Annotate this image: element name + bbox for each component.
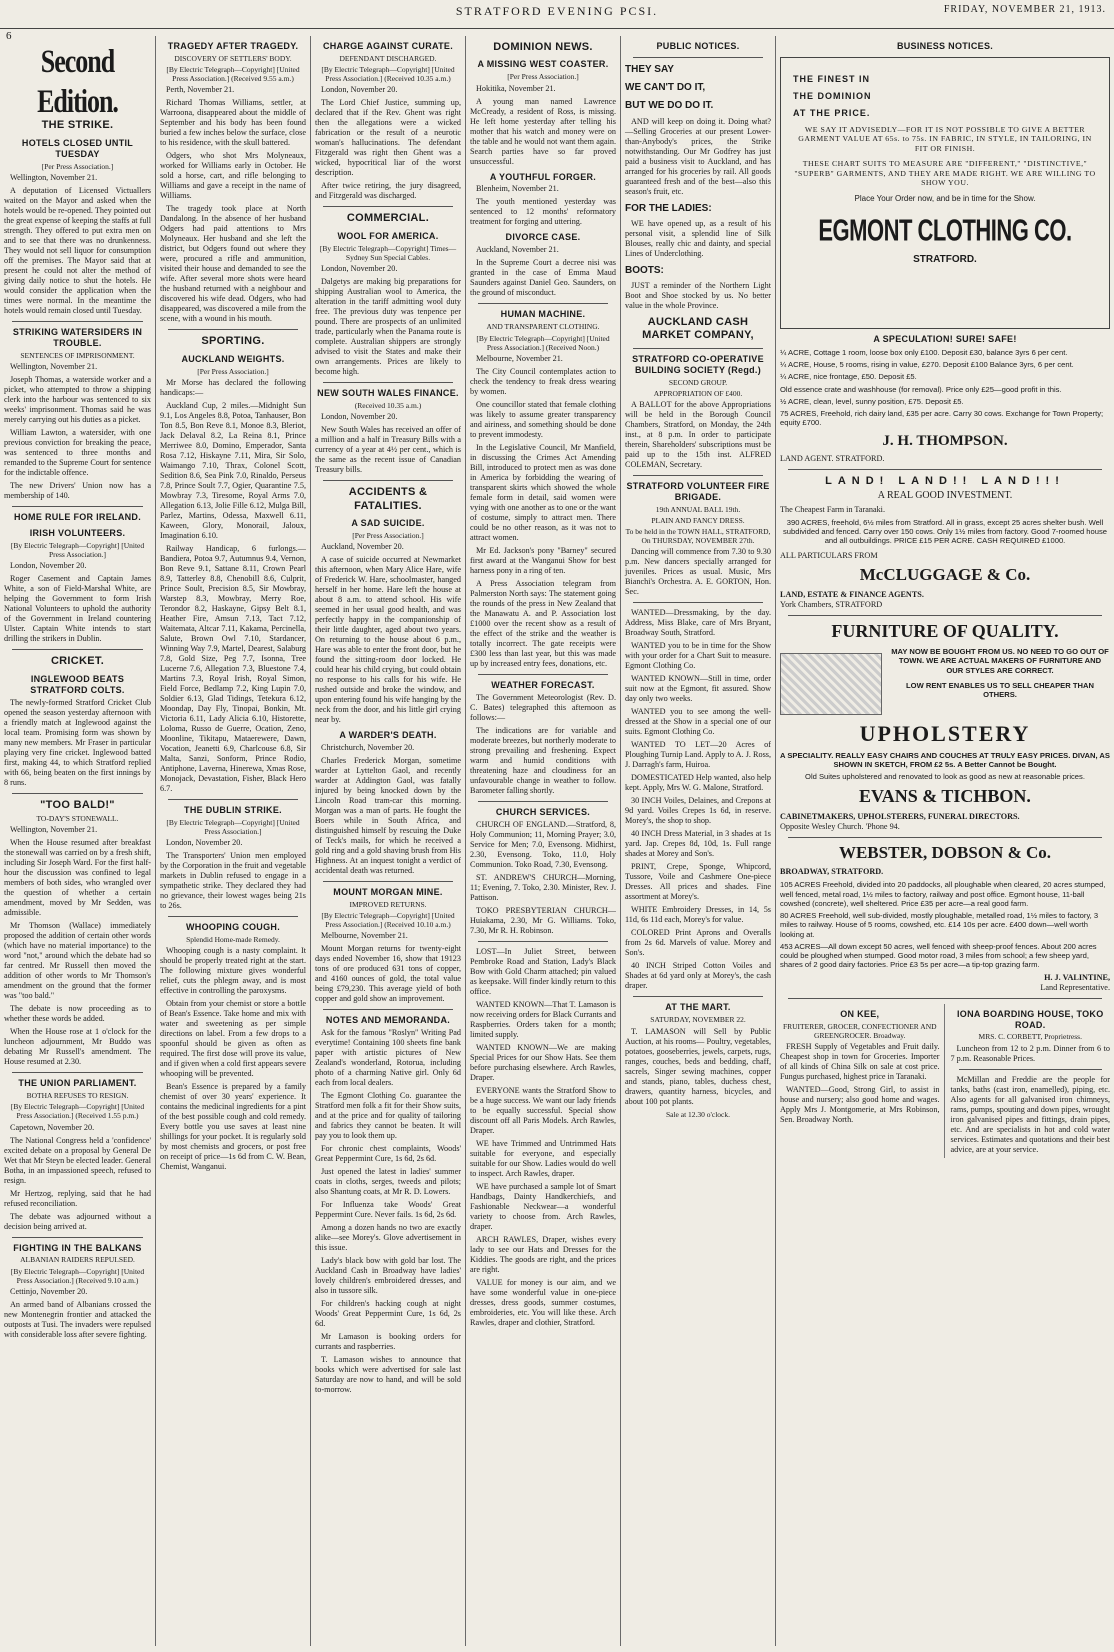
article-paragraph: Charles Frederick Morgan, sometime warder at Lyttelton Gaol, and recently warder at Addington Gaol, was fatally injured by being knocked down by the Lincoln Road tram-car this morning. Morgan was a man of parts. He fought the Boers while in South Africa, and distinguished himself by rescuing the Duke of Teck's mails, for which he received a gold ring and a gold shaving brush from His Highness. At an inquest tonight a verdict of accidental death was returned. xyxy=(315,756,461,876)
classified-ad: WANTED you to be in time for the Show with your order for a Chart Suit to measure. Egmont Clothing Co. xyxy=(625,641,771,671)
ad-paragraph: ALL PARTICULARS FROM xyxy=(780,551,878,561)
advertiser-name: IONA BOARDING HOUSE, TOKO ROAD. xyxy=(956,1008,1104,1030)
ad-paragraph: A SPECIALITY. REALLY EASY CHAIRS AND COUCHES AT TRULY EASY PRICES. DIVAN, AS SHOWN IN SKETCH, FROM £2 5s. A Better Cannot be Bought. xyxy=(780,750,1110,770)
source-line: [By Electric Telegraph—Copyright] [United Press Association.] (Received 1.55 p.m.) xyxy=(10,1102,145,1121)
divider xyxy=(12,321,143,322)
classified-ad: 30 INCH Voiles, Delaines, and Crepons at 9d yard. Voiles Crepes 1s 6d, in reserve. Morey's, the shop to shop. xyxy=(625,796,771,826)
divider xyxy=(12,793,143,794)
advertiser-sub: CABINETMAKERS, UPHOLSTERERS, FUNERAL DIRECTORS. xyxy=(780,811,1020,821)
classified-ad: COLORED Print Aprons and Overalls from 2s 6d. Marvels of value. Morey and Son's. xyxy=(625,928,771,958)
headline: SPORTING. xyxy=(201,335,265,348)
advertiser-sub: Land Representative. xyxy=(1040,982,1110,992)
article-paragraph: Whooping cough is a nasty complaint. It should be properly treated right at the start. The following mixture gives wonderful relief, cuts the phlegm away, and is most effective in controlling the paroxysms. xyxy=(160,946,306,996)
headline: NEW SOUTH WALES FINANCE. xyxy=(317,388,459,399)
advertiser-name: WEBSTER, DOBSON & Co. xyxy=(838,842,1052,862)
notice-sub: SATURDAY, NOVEMBER 22. xyxy=(650,1015,746,1025)
article-paragraph: Auckland Cup, 2 miles.—Midnight Sun 9.1, Los Angeles 8.8, Potoa, Tanhauser, Bon Ton 8.5, Bon Reve 8.1, Monoe 8.3, Bleriot, Jack Delaval 8.2, La Reina 8.1, Prince Merriwee 8.0, Domino, Emperador, Santa Rosa 7.12, Hiskayne 7.11, Mira, Sir Solo, Waimango 7.10, Thrax, Colonel Scott, Sedition 8.6, Sea Pink 7.0, Rinaldo, Perseus 7.8, Prince Soult 7.7, Ogier, Quarantine 7.5, Mowbray 7.3, Tiresome, Royal Arms 7.0, Allegation 6.13, Jolie Fille 6.12, Mulga Bill, Parlez, Martins, Odessa, Maxwell 6.11, Kaween, Glory, Monorail, Jaloux, Imagination 6.10. xyxy=(160,400,306,540)
ad-paragraph: WE SAY IT ADVISEDLY—FOR IT IS NOT POSSIBLE TO GIVE A BETTER GARMENT VALUE AT 65s. to 75s. IN FABRIC, IN STYLE, IN TAILORING, IN FIT OR FINISH. xyxy=(798,124,1092,153)
source-line: [By Electric Telegraph—Copyright] [United Press Association.] xyxy=(10,540,145,560)
headline: CHARGE AGAINST CURATE. xyxy=(322,41,454,51)
subheadline: TO-DAY'S STONEWALL. xyxy=(36,813,119,823)
divider xyxy=(478,941,608,942)
ad-paragraph: Luncheon from 12 to 2 p.m. Dinner from 6 to 7 p.m. Reasonable Prices. xyxy=(950,1043,1110,1063)
classified-ad: DOMESTICATED Help wanted, also help kept. Apply, Mrs W. G. Malone, Stratford. xyxy=(625,773,771,793)
article-paragraph: A case of suicide occurred at Newmarket this afternoon, when Mary Alice Hare, wife of Frederick W. Hare, schoolmaster, hanged herself in her home. Hare left the house at about 8 a.m. to attend school. His wife seemed in her usual good health, and was perfectly happy in the companionship of their little daughter, aged about two years. On returning to the house about 6 p.m., Hare was able to enter the front door, but he found the sitting-room door locked. He could hear his child crying, but could obtain no response to his calls for his wife. He rushed outside and broke the window, and upon entering found his wife hanging by the neck from the door, and his little girl crying near by. xyxy=(315,555,461,725)
article-paragraph: Mount Morgan returns for twenty-eight days ended November 16, show that 19123 tons of ore produced 631 tons of copper, and 4160 ounces of gold, the total value being £79,230. This average yield of both copper and gold show an improvement. xyxy=(315,944,461,1004)
article-paragraph: New South Wales has received an offer of a million and a half in Treasury Bills with a currency of a year at 4½ per cent., which is the same as the recent issue of Canadian Treasury bills. xyxy=(315,425,461,475)
classified-ad: WANTED KNOWN—We are making Special Prices for our Show Hats. See them before purchasing elsewhere. Arch Rawles, Draper. xyxy=(470,1042,616,1082)
article-paragraph: Richard Thomas Williams, settler, at Warroona, disappeared about the middle of September and his body has been found buried a few inches below the surface, close to his residence, with the skull battered. xyxy=(160,98,306,148)
newspaper-title: STRATFORD EVENING PCSI. xyxy=(455,4,659,18)
article-paragraph: Mr Lamason is booking orders for currants and raspberries. xyxy=(315,1332,461,1352)
headline: THE DUBLIN STRIKE. xyxy=(184,804,282,815)
headline: CRICKET. xyxy=(50,655,105,668)
iona-ad xyxy=(951,1004,1111,1158)
notice-heading: AT THE MART. xyxy=(665,1002,731,1013)
subheadline: Splendid Home-made Remedy. xyxy=(186,935,280,945)
advertiser-name: J. H. THOMPSON. xyxy=(882,432,1008,449)
article-paragraph: The indications are for variable and moderate breezes, but northerly moderate to strong prevailing and freshening. Expect warm and humid conditions with threatening haze and cloudiness for an unfavourable change in weather to follow. Barometer falling shortly. xyxy=(470,725,616,795)
divider xyxy=(12,1237,143,1238)
classified-ad: VALUE for money is our aim, and we have some wonderful value in one-piece dresses, dress goods, summer costumes, embroideries, etc. You will like these. Arch Rawles, draper and clothier, Stratford. xyxy=(470,1277,616,1327)
notice-sub: Sale at 12.30 o'clock. xyxy=(665,1109,731,1119)
article-paragraph: The Government Meteorologist (Rev. D. C. Bates) telegraphed this afternoon as follows:— xyxy=(470,692,616,722)
subheadline: IMPROVED RETURNS. xyxy=(349,900,427,910)
article-paragraph: In the Supreme Court a decree nisi was granted in the case of Emma Maud Saunders against Daniel Geo. Saunders, on the ground of misconduct. xyxy=(470,258,616,298)
listing: ½ ACRE, clean, level, sunny position, £75. Deposit £5. xyxy=(780,396,964,406)
source-line: [Per Press Association.] xyxy=(197,366,269,376)
subheadline: A YOUTHFUL FORGER. xyxy=(489,171,597,182)
article-paragraph: Odgers, who shot Mrs Molyneaux, worked for Williams early in October. He sold a horse, cart, and rifle belonging to Williams and gave a receipt in the name of Williams. xyxy=(160,151,306,201)
bottom-ads-row xyxy=(780,1004,1110,1158)
article-paragraph: Obtain from your chemist or store a bottle of Bean's Essence. Take home and mix with water and sweetening as per simple directions on label. From a few drops to a spoonful should be given as often as required. The first dose will prove its value, and if given when a cold first appears severe whooping will be prevented. xyxy=(160,999,306,1079)
article-paragraph: The youth mentioned yesterday was sentenced to 12 months' reformatory treatment for forging and uttering. xyxy=(470,197,616,227)
article-paragraph: For Influenza take Woods' Great Peppermint Cure. Never fails. 1s 6d, 2s 6d. xyxy=(315,1200,461,1220)
subheadline: WOOL FOR AMERICA. xyxy=(337,230,439,241)
headline: WEATHER FORECAST. xyxy=(491,679,595,690)
divider xyxy=(323,881,453,882)
article-paragraph: When the House rose at 1 o'clock for the luncheon adjournment, Mr Buddo was debating Mr Russell's amendment. The House resumed at 2.30. xyxy=(4,1027,151,1067)
article-paragraph: For children's hacking cough at night Woods' Great Peppermint Cure, 1s 6d, 2s 6d. xyxy=(315,1299,461,1329)
notice-heading: STRATFORD CO-OPERATIVE BUILDING SOCIETY (Regd.) xyxy=(632,353,764,375)
notice-sub: SECOND GROUP. xyxy=(668,377,728,387)
source-line: [Per Press Association.] xyxy=(352,530,424,540)
article-paragraph: In the Legislative Council, Mr Manfield, in discussing the Crimes Act Amending Bill, introduced to protect men as was done in America by forbidding the wearing of transparent skirts which showed the whole female form in detail, said women were vying with one another as to one or the want of costume, simply to attract men. There could be no other reason, as it was not to attract women. xyxy=(470,442,616,542)
ad-paragraph: MAY NOW BE BOUGHT FROM US. NO NEED TO GO OUT OF TOWN. WE ARE ACTUAL MAKERS OF FURNITURE AND OUR STYLES ARE CORRECT. xyxy=(891,647,1109,675)
dateline: Melbourne, November 21. xyxy=(321,931,408,941)
on-kee-ad xyxy=(780,1004,945,1158)
advertiser-name: EGMONT CLOTHING CO. xyxy=(818,212,1072,248)
headline: WHOOPING COUGH. xyxy=(186,922,280,933)
article-paragraph: The National Congress held a 'confidence' excited debate on a proposal by General De Wet that Mr Steyn be elected leader. General Botha, in an impassioned speech, refused to resign. xyxy=(4,1135,151,1185)
classified-ad: ARCH RAWLES, Draper, wishes every lady to see our Hats and Dresses for the Kiddies. The goods are right, and the prices are right. xyxy=(470,1234,616,1274)
classified-ad: WANTED—Good, Strong Girl, to assist in house and nursery; also good home and wages. Apply Mrs J. Montgomerie, at Mrs Robinson, Sen. Broadway North. xyxy=(780,1084,940,1124)
ad-slogan: THE DOMINION xyxy=(793,90,872,101)
advertiser-name: H. J. VALINTINE, xyxy=(1044,972,1110,982)
subheadline: AUCKLAND WEIGHTS. xyxy=(181,353,285,364)
article-paragraph: Mr Thomson (Wallace) immediately proposed the addition of certain other words (which have no material importance) to the word "not," around which the debate had so far centred. Mr Russell then moved the addition of other words to Mr Thomson's amendment on the ground that the former was "too bald." xyxy=(4,921,151,1001)
article-paragraph: Joseph Thomas, a waterside worker and a picket, who attempted to throw a shipping clerk into the harbour was sentenced to six weeks' imprisonment. Thomas said he was merely carrying out his duties as a picket. xyxy=(4,375,151,424)
dateline: London, November 20. xyxy=(166,838,243,848)
article-paragraph: The Transporters' Union men employed by the Corporation in the fruit and vegetable markets in Dublin refused to engage in a sympathetic strike. They declared they had no grievance, their lowest wages being 21s to 26s. xyxy=(160,851,306,911)
headline: NOTES AND MEMORANDA. xyxy=(325,1015,451,1026)
listing: 75 ACRES, Freehold, rich dairy land, £35 per acre. Carry 30 cows. Exchange for Town Property; equity £700. xyxy=(780,409,1104,428)
article-paragraph: A Press Association telegram from Palmerston North says: The statement going the rounds of the press in New Zealand that the Manawatu A. and P. Association lost £1000 over the recent show as a result of the effect of the strike and the weather is totally incorrect. The gate receipts were £300 less than last year, but this was made up by increased entry fees, donations, etc. xyxy=(470,578,616,668)
dateline: Wellington, November 21. xyxy=(10,172,98,182)
ad-heading: LAND! LAND!! LAND!!! xyxy=(825,474,1065,487)
classified-ad: LOST—In Juliet Street, between Pembroke Road and Station, Lady's Black Bow with Gold Charm attached; pin valued as keepsake. Will finder kindly return to this office. xyxy=(470,946,616,996)
divider xyxy=(788,998,1102,999)
headline: CHURCH SERVICES. xyxy=(495,806,591,817)
headline: HOTELS CLOSED UNTIL TUESDAY xyxy=(21,137,134,159)
dateline: Christchurch, November 20. xyxy=(321,743,415,753)
article-paragraph: Mr Ed. Jackson's pony "Barney" secured first award at the Wanganui Show for best harness pony in a ring of ten. xyxy=(470,545,616,575)
article-paragraph: The tragedy took place at North Dandalong. In the absence of her husband Odgers had paid attentions to Mrs Molyneaux. Her husband and she left the district, but Odgers found out where they were, procured a rifle and ammunition, visited their house and demanded to see the wife. After several more shots were heard the husband returned with a neighbour and discovered his wife dead. Odgers, who had disappeared, was discovered a mile from the scene, with a wound in his mouth. xyxy=(160,204,306,324)
masthead xyxy=(0,0,1114,42)
notice-sub: PLAIN AND FANCY DRESS. xyxy=(651,516,745,526)
divider xyxy=(788,615,1102,616)
ad-paragraph: 390 ACRES, freehold, 6½ miles from Stratford. All in grass, except 25 acres shelter bush. Well subdivided and fenced. Carry over 150 cows. Only 1½ miles from factory. Good 7-roomed house and all outbuildings. PRICE £15 PER ACRE. CASH REQUIRED £1000. xyxy=(782,517,1108,546)
dateline: London, November 20. xyxy=(10,561,87,571)
ad-heading: FOR THE LADIES: xyxy=(625,202,712,214)
section-header: PUBLIC NOTICES. xyxy=(656,41,740,51)
article-paragraph: For chronic chest complaints, Woods' Great Peppermint Cure, 1s 6d, 2s 6d. xyxy=(315,1144,461,1164)
divider xyxy=(478,674,608,675)
article-paragraph: A deputation of Licensed Victuallers waited on the Mayor and asked when the hotels would be re-opened. They pointed out the great expense of keeping the staffs at full strength. They offered to put extra men on and to see that there was no drunkenness. They would not sell liquor for consumption off the premises. The Mayor said that at present he could not alter the method of giving daily notice to shut the hotels. He would consider the application when the times were normal. In the meantime the hotels would remain closed until Tuesday. xyxy=(4,185,151,315)
dateline: Wellington, November 21. xyxy=(10,362,98,371)
divider xyxy=(478,303,608,304)
divider xyxy=(168,916,298,917)
issue-date: FRIDAY, NOVEMBER 21, 1913. xyxy=(943,4,1106,15)
subheadline: BOTHA REFUSES TO RESIGN. xyxy=(26,1091,129,1101)
listing: 80 ACRES Freehold, well sub-divided, mostly ploughable, metalled road, 1½ miles to factory, 3 miles to railway. House of 5 rooms, cowshed, etc. £14 10s per acre. £400 down—well worth looking at. xyxy=(780,911,1099,939)
ad-heading: UPHOLSTERY xyxy=(859,721,1031,747)
article-paragraph: Mr Hertzog, replying, said that he had refused reconciliation. xyxy=(4,1188,151,1208)
ad-subheading: The Cheapest Farm in Taranaki. xyxy=(780,504,885,514)
egmont-clothing-ad xyxy=(780,57,1110,329)
classified-ad: WANTED TO LET—20 Acres of Ploughing Turnip Land. Apply to A. J. Ross, J. Darragh's farm, Huiroa. xyxy=(625,740,771,770)
dateline: Blenheim, November 21. xyxy=(476,184,559,194)
headline: "TOO BALD!" xyxy=(40,798,115,811)
advertiser-sub: MRS. C. CORBETT, Proprietress. xyxy=(978,1032,1082,1042)
source-line: [By Electric Telegraph—Copyright] [United Press Association.] (Received Noon.) xyxy=(476,333,610,352)
notice-paragraph: TOKO PRESBYTERIAN CHURCH—Huiakama, 2.30, Mr G. Williams. Toko, 7.30, Mr R. H. Robinson. xyxy=(470,905,616,935)
subheadline: DEFENDANT DISCHARGED. xyxy=(339,53,437,63)
headline: FIGHTING IN THE BALKANS xyxy=(13,1242,142,1253)
divider xyxy=(633,475,763,476)
classified-ad: WANTED KNOWN—That T. Lamason is now receiving orders for Black Currants and Raspberries. Orders taken for a month; limited supply. xyxy=(470,999,616,1039)
headline: HUMAN MACHINE. xyxy=(500,309,586,320)
divider xyxy=(633,602,763,603)
dateline: Auckland, November 20. xyxy=(321,542,404,552)
notice-paragraph: ST. ANDREW'S CHURCH—Morning, 11; Evening, 7. Toko, 2.30. Minister, Rev. J. Pattison. xyxy=(470,872,616,902)
article-paragraph: The City Council contemplates action to check the tendency to freak dress wearing by women. xyxy=(470,366,616,396)
notice-paragraph: CHURCH OF ENGLAND.—Stratford, 8, Holy Communion; 11, Morning Prayer; 3.0, Service for Men; 7.0, Evensong. Midhirst, 2.30, Evensong. Toko, 11.0, Holy Communion. Toko Road, 7.30, Evensong. xyxy=(470,819,616,869)
divider xyxy=(323,1009,453,1010)
section-header: BUSINESS NOTICES. xyxy=(896,41,994,51)
ad-slogan: AT THE PRICE. xyxy=(793,107,871,118)
source-line: [By Electric Telegraph—Copyright] [United Press Association.] (Received 10.35 a.m.) xyxy=(321,65,455,84)
divider xyxy=(168,329,298,330)
source-line: [By Electric Telegraph—Copyright] [United Press Association.] (Received 9.55 a.m.) xyxy=(166,65,300,84)
classified-ad: EVERYONE wants the Stratford Show to be a huge success. We want our lady friends to be equally successful. Special show discount off all Paris Models. Arch Rawles, Draper. xyxy=(470,1085,616,1135)
listing: 453 ACRES—All down except 50 acres, well fenced with sheep-proof fences. About 200 acres could be ploughed when stumped. Good motor road, 3 miles from school; a few sheep yard, shares of 2 good dairy factories. Price £3 5s per acre—a tip-top grazing farm. xyxy=(780,941,1097,970)
dateline: Capetown, November 20. xyxy=(10,1122,95,1132)
ad-slogan: THE FINEST IN xyxy=(793,73,871,84)
classified-ad: WE have Trimmed and Untrimmed Hats suitable for everyone, and especially suitable for our Show. Ladies would do well to inspect. Arch Rawles, draper. xyxy=(470,1138,616,1178)
headline: MOUNT MORGAN MINE. xyxy=(333,887,443,898)
headline: ACCIDENTS & FATALITIES. xyxy=(348,486,428,512)
dateline: London, November 20. xyxy=(321,85,398,95)
divider xyxy=(788,837,1102,838)
subheadline: A WARDER'S DEATH. xyxy=(339,730,437,741)
column-5 xyxy=(621,36,776,1646)
divider xyxy=(323,480,453,481)
notice-paragraph: A BALLOT for the above Appropriations will be held in the Borough Council Chambers, Stratford, on Monday, the 24th inst., at 8 p.m. In order to participate therein, Shareholders' subscriptions must be paid up to the 15th inst. ALFRED COLEMAN, Secretary. xyxy=(625,399,771,469)
headline: STRIKING WATERSIDERS IN TROUBLE. xyxy=(12,326,143,348)
notice-sub: To be held in the TOWN HALL, STRATFORD, On THURSDAY, NOVEMBER 27th. xyxy=(625,527,771,546)
column-3 xyxy=(311,36,466,1646)
notice-sub: APPROPRIATION OF £400. xyxy=(653,388,743,398)
ad-paragraph: Old Suites upholstered and renovated to look as good as new at reasonable prices. xyxy=(805,772,1085,782)
ad-paragraph: Place Your Order now, and be in time for the Show. xyxy=(854,193,1036,203)
ad-slogan: THEY SAY xyxy=(625,63,674,75)
article-paragraph: T. Lamason wishes to announce that books which were advertised for sale last Saturday are now to hand, and will be sold to-morrow. xyxy=(315,1355,461,1395)
article-paragraph: An armed band of Albanians crossed the new Montenegrin frontier and attacked the outposts at Tusi. The invaders were repulsed with considerable loss after severe fighting. xyxy=(4,1299,151,1339)
listing: 105 ACRES Freehold, divided into 20 paddocks, all ploughable when cleared, 20 acres stumped, well fenced, metal road, 1½ miles to factory, railway and post office. Egmont house, 11-ball cowshed (concrete), well sheltered. Price £35 per acre—a real good farm. xyxy=(780,880,1106,908)
ad-subheading: A REAL GOOD INVESTMENT. xyxy=(877,490,1013,502)
classified-ad: 40 INCH Dress Material, in 3 shades at 1s yard. Jap. Crepes 8d, 10d, 1s. Full range shades at Morey and Son's. xyxy=(625,829,771,859)
divider xyxy=(168,799,298,800)
column-6-business xyxy=(776,36,1114,1646)
divider xyxy=(323,382,453,383)
classified-ad: 40 INCH Striped Cotton Voiles and Shades at 6d yard only at Morey's, the cash draper. xyxy=(625,961,771,991)
source-line: [Per Press Association.] xyxy=(41,161,114,171)
notice-paragraph: Dancing will commence from 7.30 to 9.30 p.m. New dancers specially arranged for juveniles. Prices as usual. Music, Mrs Bianchi's Orchestra. A. E. GORTON, Hon. Sec. xyxy=(625,547,771,597)
source-line: [By Electric Telegraph—Copyright] [United Press Association.] (Received 10.10 a.m.) xyxy=(321,911,455,930)
advertiser-sub: BROADWAY, STRATFORD. xyxy=(780,867,884,877)
dateline: Hokitika, November 21. xyxy=(476,83,556,93)
advertiser-town: STRATFORD. xyxy=(913,254,977,266)
article-paragraph: Railway Handicap, 6 furlongs.—Bandiera, Potoa 9.7, Autumnus 9.4, Vernon, Bon Reve 9.1, Sattane 8.11, Crown Pearl 8.9, Tatterley 8.8, Chenobill 8.6, Culprit, Prince Soult, Precision 8.5, Sir Mowbray, Warstep 8.3, Mowbray, Merry Roe, Terondor 8.2, Haskayne, Gipsy Belt 8.1, Heather Fire, Amsun 7.13, Tact 7.12, Waitemata, Altcar 7.11, Kakama, Percinella, Salute, Brown Owl 7.10, Stardancer, Winning Way 7.9, Martel, Dearest, Salaburg 7.8, Gold Size, Peg 7.7, Isonna, Tree Lucerne 7.6, Allegation 7.3, Bluestone 7.4, Martins 7.3, Royal Irish, Royal Simon, Field Force, Bedlamp 7.2, King Lupin 7.0, Soldier 6.13, Glad Tidings, Tetekura 6.12, Moondap, Day Fly, Tinopai, Bonkin, Mt. Victoria 6.11, Lady Alicia 6.10, Historette, Loloma, Russo de Guerre, Ocation, Zeno, Moonline, Tikitapu, Mataerewere, Dawn, Vocation, Jeanetti 6.9, Charlcouse 6.8, Sir Malta, Sanzi, Sonform, Prince Rodio, Antiphone, Laverna, Hinerewa, Xmas Rose, Monojack, Devastation, Fisher, Black Hero 6.7. xyxy=(160,543,306,793)
divider xyxy=(323,206,453,207)
article-paragraph: Ask for the famous "Roslyn" Writing Pad everytime! Containing 100 sheets fine bank paper with artistic pictures of New Zealand's wonderland, Rotorua, including photo of a charming Native girl. Only 6d each from local dealers. xyxy=(315,1028,461,1088)
ad-paragraph: AND will keep on doing it. Doing what?—Selling Groceries at our present Lower-than-Anybody's prices, the Strike notwithstanding. Our Mr Godfrey has just paid a business visit to Auckland, and has arranged for his groceries by rail. All goods guaranteed fresh and of the best—also this season's fruit, etc. xyxy=(625,116,771,196)
subheadline: DIVORCE CASE. xyxy=(505,232,581,243)
article-paragraph: Among a dozen hands no two are exactly alike—see Morey's. Glove advertisement in this issue. xyxy=(315,1223,461,1253)
ad-slogan: WE CAN'T DO IT, xyxy=(625,82,706,94)
subheadline: IRISH VOLUNTEERS. xyxy=(29,527,126,538)
ad-paragraph: THESE CHART SUITS TO MEASURE ARE "DIFFERENT," "DISTINCTIVE," "SUPERB" GARMENTS, AND THEY ARE MADE RIGHT. WE ARE WILLING TO SHOW YOU. xyxy=(794,159,1096,188)
headline: THE UNION PARLIAMENT. xyxy=(18,1078,137,1089)
article-paragraph: Dalgetys are making big preparations for shipping Australian wool to America, the alteration in the tariff admitting wool duty free. The previous duty was tenpence per pound. There are prospects of an unlimited trade, particularly when the Panama route is complete. Australian shippers are strongly advised to visit the States and make their own arrangements. Prices are likely to become high. xyxy=(315,277,461,377)
source-line: [By Electric Telegraph—Copyright] [United Press Association.] xyxy=(166,817,300,837)
article-paragraph: Just opened the latest in ladies' summer coats in cloths, serges, tweeds and pilots; also Shantung coats, at Mr R. D. Lowers. xyxy=(315,1167,461,1197)
classified-ad: WHITE Embroidery Dresses, in 14, 5s 11d, 6s 11d each, Morey's for value. xyxy=(625,905,771,925)
classified-ad: PRINT, Crepe, Sponge, Whipcord, Tussore, Voile and Cashmere One-piece Dresses. All prices and shades. Fine assortment at Morey's. xyxy=(625,862,771,902)
advertiser-sub: LAND, ESTATE & FINANCE AGENTS. xyxy=(780,590,924,600)
headline: TRAGEDY AFTER TRAGEDY. xyxy=(167,41,299,51)
article-paragraph: The debate is now proceeding as to whether these words be added. xyxy=(4,1004,151,1024)
article-paragraph: When the House resumed after breakfast the stonewall was carried on by a fresh shift, including Sir Joseph Ward. For the first half-hour the discussion was confined to legal members of both sides, who wrangled over the question of whether a certain amendment, moved by Mr Sedden, was admissible. xyxy=(4,838,151,918)
dateline: Cettinjo, November 20. xyxy=(10,1286,88,1296)
subheadline: A MISSING WEST COASTER. xyxy=(477,59,609,70)
source-line: [By Electric Telegraph—Copyright] Times—Sydney Sun Special Cables. xyxy=(319,243,457,262)
classified-ad: WANTED you to see among the well-dressed at the Show in a special one of our suits. Egmont Clothing Co. xyxy=(625,707,771,737)
article-paragraph: Lady's black bow with gold bar lost. The Auckland Cash in Broadway have ladies' lovely children's embroidered dresses, and also in tussore silk. xyxy=(315,1256,461,1296)
article-paragraph: The debate was adjourned without a decision being arrived at. xyxy=(4,1211,151,1231)
classified-ad: WANTED—Dressmaking, by the day. Address, Miss Blake, care of Mrs Bryant, Broadway South, Stratford. xyxy=(625,608,771,638)
subheadline: A SAD SUICIDE. xyxy=(351,517,425,528)
source-line: [Per Press Association.] xyxy=(507,72,579,82)
subheadline: AND TRANSPARENT CLOTHING. xyxy=(486,322,600,332)
divider xyxy=(959,1069,1103,1070)
headline: THE STRIKE. xyxy=(41,119,114,132)
listing: ¼ ACRE, Cottage 1 room, loose box only £100. Deposit £30, balance 3yrs 6 per cent. xyxy=(780,347,1068,357)
article-paragraph: Mr Morse has declared the following handicaps:— xyxy=(160,377,306,397)
dateline: Wellington, November 21. xyxy=(10,825,98,835)
subheadline: INGLEWOOD BEATS STRATFORD COLTS. xyxy=(30,673,125,695)
article-paragraph: The newly-formed Stratford Cricket Club opened the season yesterday afternoon with a friendly match at Inglewood against the local team. Promising form was shown by many new members. Mr Fraser in particular playing very fine cricket. Inglewood batted first, making 44, to which Stratford replied with 66, being beaten on the first innings by 8 runs. xyxy=(4,697,151,787)
article-paragraph: A young man named Lawrence McCready, a resident of Ross, is missing. He left home yesterday after telling his mother that his watch and money were on the table and he would not want them again. Search parties have so far proved unsuccessful. xyxy=(470,96,616,166)
article-paragraph: The Egmont Clothing Co. guarantee the Stratford men folk a fit for their Show suits, and at the price and for quality of tailoring and fabrics they cannot be beaten. It will pay you to look them up. xyxy=(315,1091,461,1141)
notice-paragraph: T. LAMASON will Sell by Public Auction, at his rooms— Poultry, vegetables, potatoes, gooseberries, jewels, carpets, rugs, ranges, couches, beds and bedding, chaff, sacrels, Singer sewing machines, copper and stands, piano, tables, duchess chest, drawers, quantity harness, bicycles, and about 100 pot plants. xyxy=(625,1026,771,1106)
listing: ¼ ACRE, nice frontage, £50. Deposit £5. xyxy=(780,372,917,382)
dateline: Auckland, November 21. xyxy=(476,245,559,255)
column-4 xyxy=(466,36,621,1646)
ad-heading: BOOTS: xyxy=(625,264,664,276)
advertiser-sub: York Chambers, STRATFORD xyxy=(780,600,883,610)
divider xyxy=(478,801,608,802)
article-paragraph: After twice retiring, the jury disagreed, and Fitzgerald was discharged. xyxy=(315,181,461,201)
divider xyxy=(633,57,763,58)
divider xyxy=(12,1072,143,1073)
article-paragraph: Roger Casement and Captain James White, a son of Field-Marshal White, are helping the Government to form Irish National Volunteers to uphold the authority of the Government in Ireland countering Ulster. Captain White intends to start drilling the strikers in Dublin. xyxy=(4,574,151,644)
dateline: Melbourne, November 21. xyxy=(476,353,563,363)
article-paragraph: The new Drivers' Union now has a membership of 140. xyxy=(4,481,151,500)
advertiser-name: ON KEE, xyxy=(840,1008,880,1019)
ad-paragraph: McMillan and Freddie are the people for tanks, baths (cast iron, enamelled), piping, etc. Also agents for all galvanised iron chimneys, rams, pumps, spouting and down pipes, wrought iron galvanised pipes and fittings, drain pipes, etc. And are specialists in hot and cold water services. Estimates and quotations and their best advice, are at your service. xyxy=(950,1074,1110,1154)
ad-heading: A SPECULATION! SURE! SAFE! xyxy=(873,333,1017,344)
sofa-icon xyxy=(780,653,882,715)
divider xyxy=(633,996,763,997)
source-line: (Received 10.35 a.m.) xyxy=(354,401,422,411)
column-2 xyxy=(156,36,311,1646)
article-paragraph: William Lawton, a watersider, with one previous conviction for breaking the peace, was sentenced to three months and remanded to the Supreme Court for sentence for the indictable offence. xyxy=(4,428,151,477)
classified-ad: WANTED KNOWN—Still in time, order suit now at the Egmont, fit assured. Show day only two weeks. xyxy=(625,674,771,704)
headline: HOME RULE FOR IRELAND. xyxy=(13,512,142,522)
ad-paragraph: LOW RENT ENABLES US TO SELL CHEAPER THAN OTHERS. xyxy=(906,680,1094,700)
advertiser-name: McCLUGGAGE & Co. xyxy=(859,565,1031,585)
advertiser-name: EVANS & TICHBON. xyxy=(859,785,1031,806)
article-paragraph: One councillor stated that female clothing was likely to assume greater transparency and airiness, and something should be done to prevent immodesty. xyxy=(470,399,616,439)
headline: COMMERCIAL. xyxy=(346,212,430,225)
advertiser-name: AUCKLAND CASH MARKET COMPANY, xyxy=(642,315,754,342)
headline: DOMINION NEWS. xyxy=(493,41,593,53)
listing: ¼ ACRE, House, 5 rooms, rising in value, £270. Deposit £100 Balance 3yrs, 6 per cent. xyxy=(780,360,1074,370)
divider xyxy=(12,649,143,650)
subheadline: DISCOVERY OF SETTLERS' BODY. xyxy=(174,53,292,63)
notice-sub: 19th ANNUAL BALL 19th. xyxy=(655,504,741,514)
source-line: [By Electric Telegraph—Copyright] [United Press Association.] (Received 9.10 a.m.) xyxy=(10,1266,145,1285)
ad-slogan: BUT WE DO DO IT. xyxy=(625,100,714,112)
notice-heading: STRATFORD VOLUNTEER FIRE BRIGADE. xyxy=(626,480,770,502)
listing: Old essence crate and washhouse (for removal). Price only £25—good profit in this. xyxy=(780,384,1062,394)
ad-paragraph: WE have opened up, as a result of his personal visit, a splendid line of Silk Blouses, really chic and dainty, and special Lines of Underclothing. xyxy=(625,218,771,258)
divider xyxy=(12,506,143,507)
article-paragraph: Bean's Essence is prepared by a family chemist of over 30 years' experience. It contains the medicinal ingredients for a pint of the best possible cough and cold remedy. Every bottle you use saves at least nine shillings for your pocket. It is regularly sold by most chemists and grocers, or post free on receipt of price—1s 6d from C. W. Bean, Chemist, Wanganui. xyxy=(160,1082,306,1172)
page-number: 6 xyxy=(6,30,12,42)
dateline: London, November 20. xyxy=(321,264,398,274)
advertiser-sub: LAND AGENT. STRATFORD. xyxy=(780,453,885,463)
advertiser-sub: Opposite Wesley Church. 'Phone 94. xyxy=(780,821,900,831)
article-paragraph: The Lord Chief Justice, summing up, declared that if the Rev. Ghent was right then the allegations were a wicked fabrication or the result of a neurotic woman's hallucinations. The defendant Fitzgerald was right then Ghent was a wicked, hypocritical liar of the worst description. xyxy=(315,98,461,178)
dateline: London, November 20. xyxy=(321,412,398,422)
dateline: Perth, November 21. xyxy=(166,85,235,95)
ad-paragraph: FRESH Supply of Vegetables and Fruit daily. Cheapest shop in town for Groceries. Importer of all kinds of China Silk on sale at cost price. Fungus purchased, highest price in Taranaki. xyxy=(780,1041,940,1081)
ad-heading: FURNITURE OF QUALITY. xyxy=(831,621,1059,642)
advertiser-sub: FRUITERER, GROCER, CONFECTIONER AND GREENGROCER. Broadway. xyxy=(782,1021,937,1040)
subheadline: SENTENCES OF IMPRISONMENT. xyxy=(20,350,135,360)
divider xyxy=(633,348,763,349)
divider xyxy=(788,469,1102,470)
classified-ad: WE have purchased a sample lot of Smart Handbags, Dainty Handkerchiefs, and Fashionable Neckwear—a wonderful variety to choose from. Arch Rawles, draper. xyxy=(470,1181,616,1231)
ad-paragraph: JUST a reminder of the Northern Light Boot and Shoe stocked by us. No better value in the whole Province. xyxy=(625,280,771,310)
subheadline: ALBANIAN RAIDERS REPULSED. xyxy=(20,1255,135,1265)
column-1 xyxy=(0,36,156,1646)
edition-banner: Second Edition. xyxy=(37,43,118,120)
